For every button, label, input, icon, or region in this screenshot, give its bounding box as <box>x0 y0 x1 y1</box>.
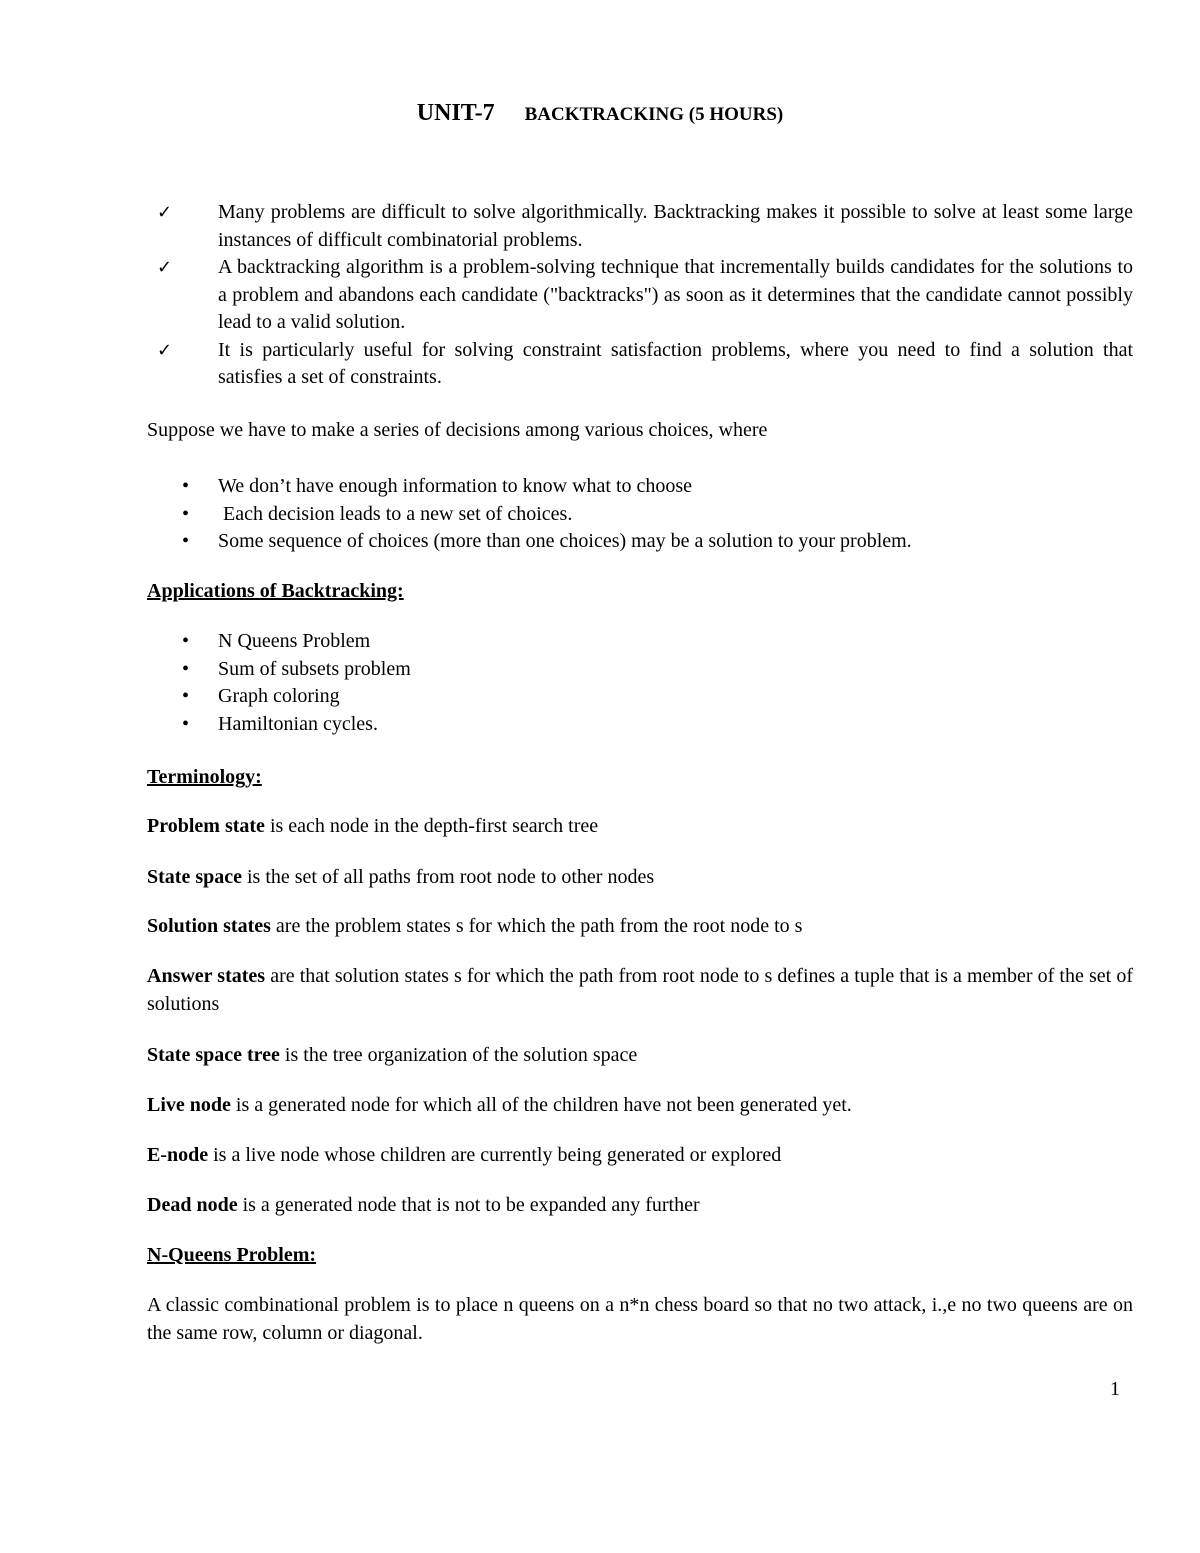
list-item <box>147 656 1133 684</box>
nqueens-heading: N-Queens Problem: <box>147 1244 317 1266</box>
list-item-text: N Queens Problem <box>218 630 371 652</box>
list-item-text: We don’t have enough information to know what to choose <box>218 475 693 497</box>
term-name: E-node <box>147 1144 209 1166</box>
term-definition <box>147 864 1133 892</box>
decision-list <box>147 473 1133 556</box>
term-definition <box>147 1192 1133 1220</box>
term-name: Solution states <box>147 915 271 937</box>
term-text: are that solution states s for which the path from root node to s defines a tuple that is a member of the set of solutions <box>147 965 1133 1015</box>
intro-point-text: Many problems are difficult to solve algorithmically. Backtracking makes it possible to solve at least some large instances of difficult combinatorial problems. <box>218 201 1133 251</box>
page-title <box>0 100 1200 127</box>
list-item <box>147 501 1133 529</box>
term-definition <box>147 1142 1133 1170</box>
applications-list <box>147 628 1133 738</box>
list-item <box>147 473 1133 501</box>
term-name: State space tree <box>147 1044 280 1066</box>
terminology-heading: Terminology: <box>147 766 262 788</box>
term-name: Live node <box>147 1094 231 1116</box>
term-text: is the set of all paths from root node to other nodes <box>241 866 655 888</box>
bullet-icon: • <box>182 530 190 552</box>
bullet-icon: • <box>182 475 190 497</box>
term-text: is a generated node that is not to be expanded any further <box>237 1194 700 1216</box>
checkmark-icon: ✓ <box>157 339 173 361</box>
term-text: is each node in the depth-first search tree <box>264 815 599 837</box>
intro-point <box>147 337 1133 392</box>
list-item-text: Graph coloring <box>218 685 340 707</box>
term-definition <box>147 1092 1133 1120</box>
intro-list <box>147 199 1133 392</box>
list-item-text: Hamiltonian cycles. <box>218 712 378 735</box>
bullet-icon: • <box>182 502 190 525</box>
term-text: is the tree organization of the solution space <box>279 1044 638 1066</box>
list-item <box>147 683 1133 711</box>
bullet-icon: • <box>182 630 190 652</box>
bullet-icon: • <box>182 712 190 735</box>
page-number: 1 <box>1110 1378 1120 1400</box>
intro-point <box>147 254 1133 337</box>
list-item <box>147 528 1133 556</box>
term-name: State space <box>147 866 242 888</box>
intro-point <box>147 199 1133 254</box>
term-definition <box>147 913 1133 941</box>
list-item-text: Sum of subsets problem <box>218 657 411 680</box>
list-item-text: Some sequence of choices (more than one choices) may be a solution to your problem. <box>218 530 912 552</box>
term-name: Problem state <box>147 815 265 837</box>
intro-point-text: A backtracking algorithm is a problem-solving technique that incrementally builds candidates for the solutions to a problem and abandons each candidate ("backtracks") as soon as it determines that the candidate cannot possibly lead to a valid solution. <box>218 256 1133 333</box>
bullet-icon: • <box>182 657 190 680</box>
list-item <box>147 711 1133 739</box>
checkmark-icon: ✓ <box>157 202 173 223</box>
unit-subtitle: BACKTRACKING (5 HOURS) <box>524 104 784 125</box>
term-name: Answer states <box>147 965 266 987</box>
checkmark-icon: ✓ <box>157 257 173 278</box>
term-definition <box>147 813 1133 841</box>
term-text: is a live node whose children are currently being generated or explored <box>208 1144 782 1166</box>
list-item <box>147 628 1133 656</box>
term-definition <box>147 1042 1133 1070</box>
term-text: is a generated node for which all of the children have not been generated yet. <box>230 1094 852 1116</box>
unit-label: UNIT-7 <box>416 100 495 126</box>
decisions-intro: Suppose we have to make a series of decisions among various choices, where <box>147 419 768 441</box>
bullet-icon: • <box>182 685 190 707</box>
term-definition <box>147 963 1133 1018</box>
applications-heading: Applications of Backtracking: <box>147 580 404 602</box>
list-item-text: Each decision leads to a new set of choices. <box>218 502 573 525</box>
term-text: are the problem states s for which the path from the root node to s <box>270 915 803 937</box>
nqueens-text: A classic combinational problem is to place n queens on a n*n chess board so that no two attack, i.,e no two queens are on the same row, column or diagonal. <box>147 1294 1133 1344</box>
term-name: Dead node <box>147 1194 238 1216</box>
intro-point-text: It is particularly useful for solving constraint satisfaction problems, where you need to find a solution that satisfies a set of constraints. <box>218 338 1133 388</box>
